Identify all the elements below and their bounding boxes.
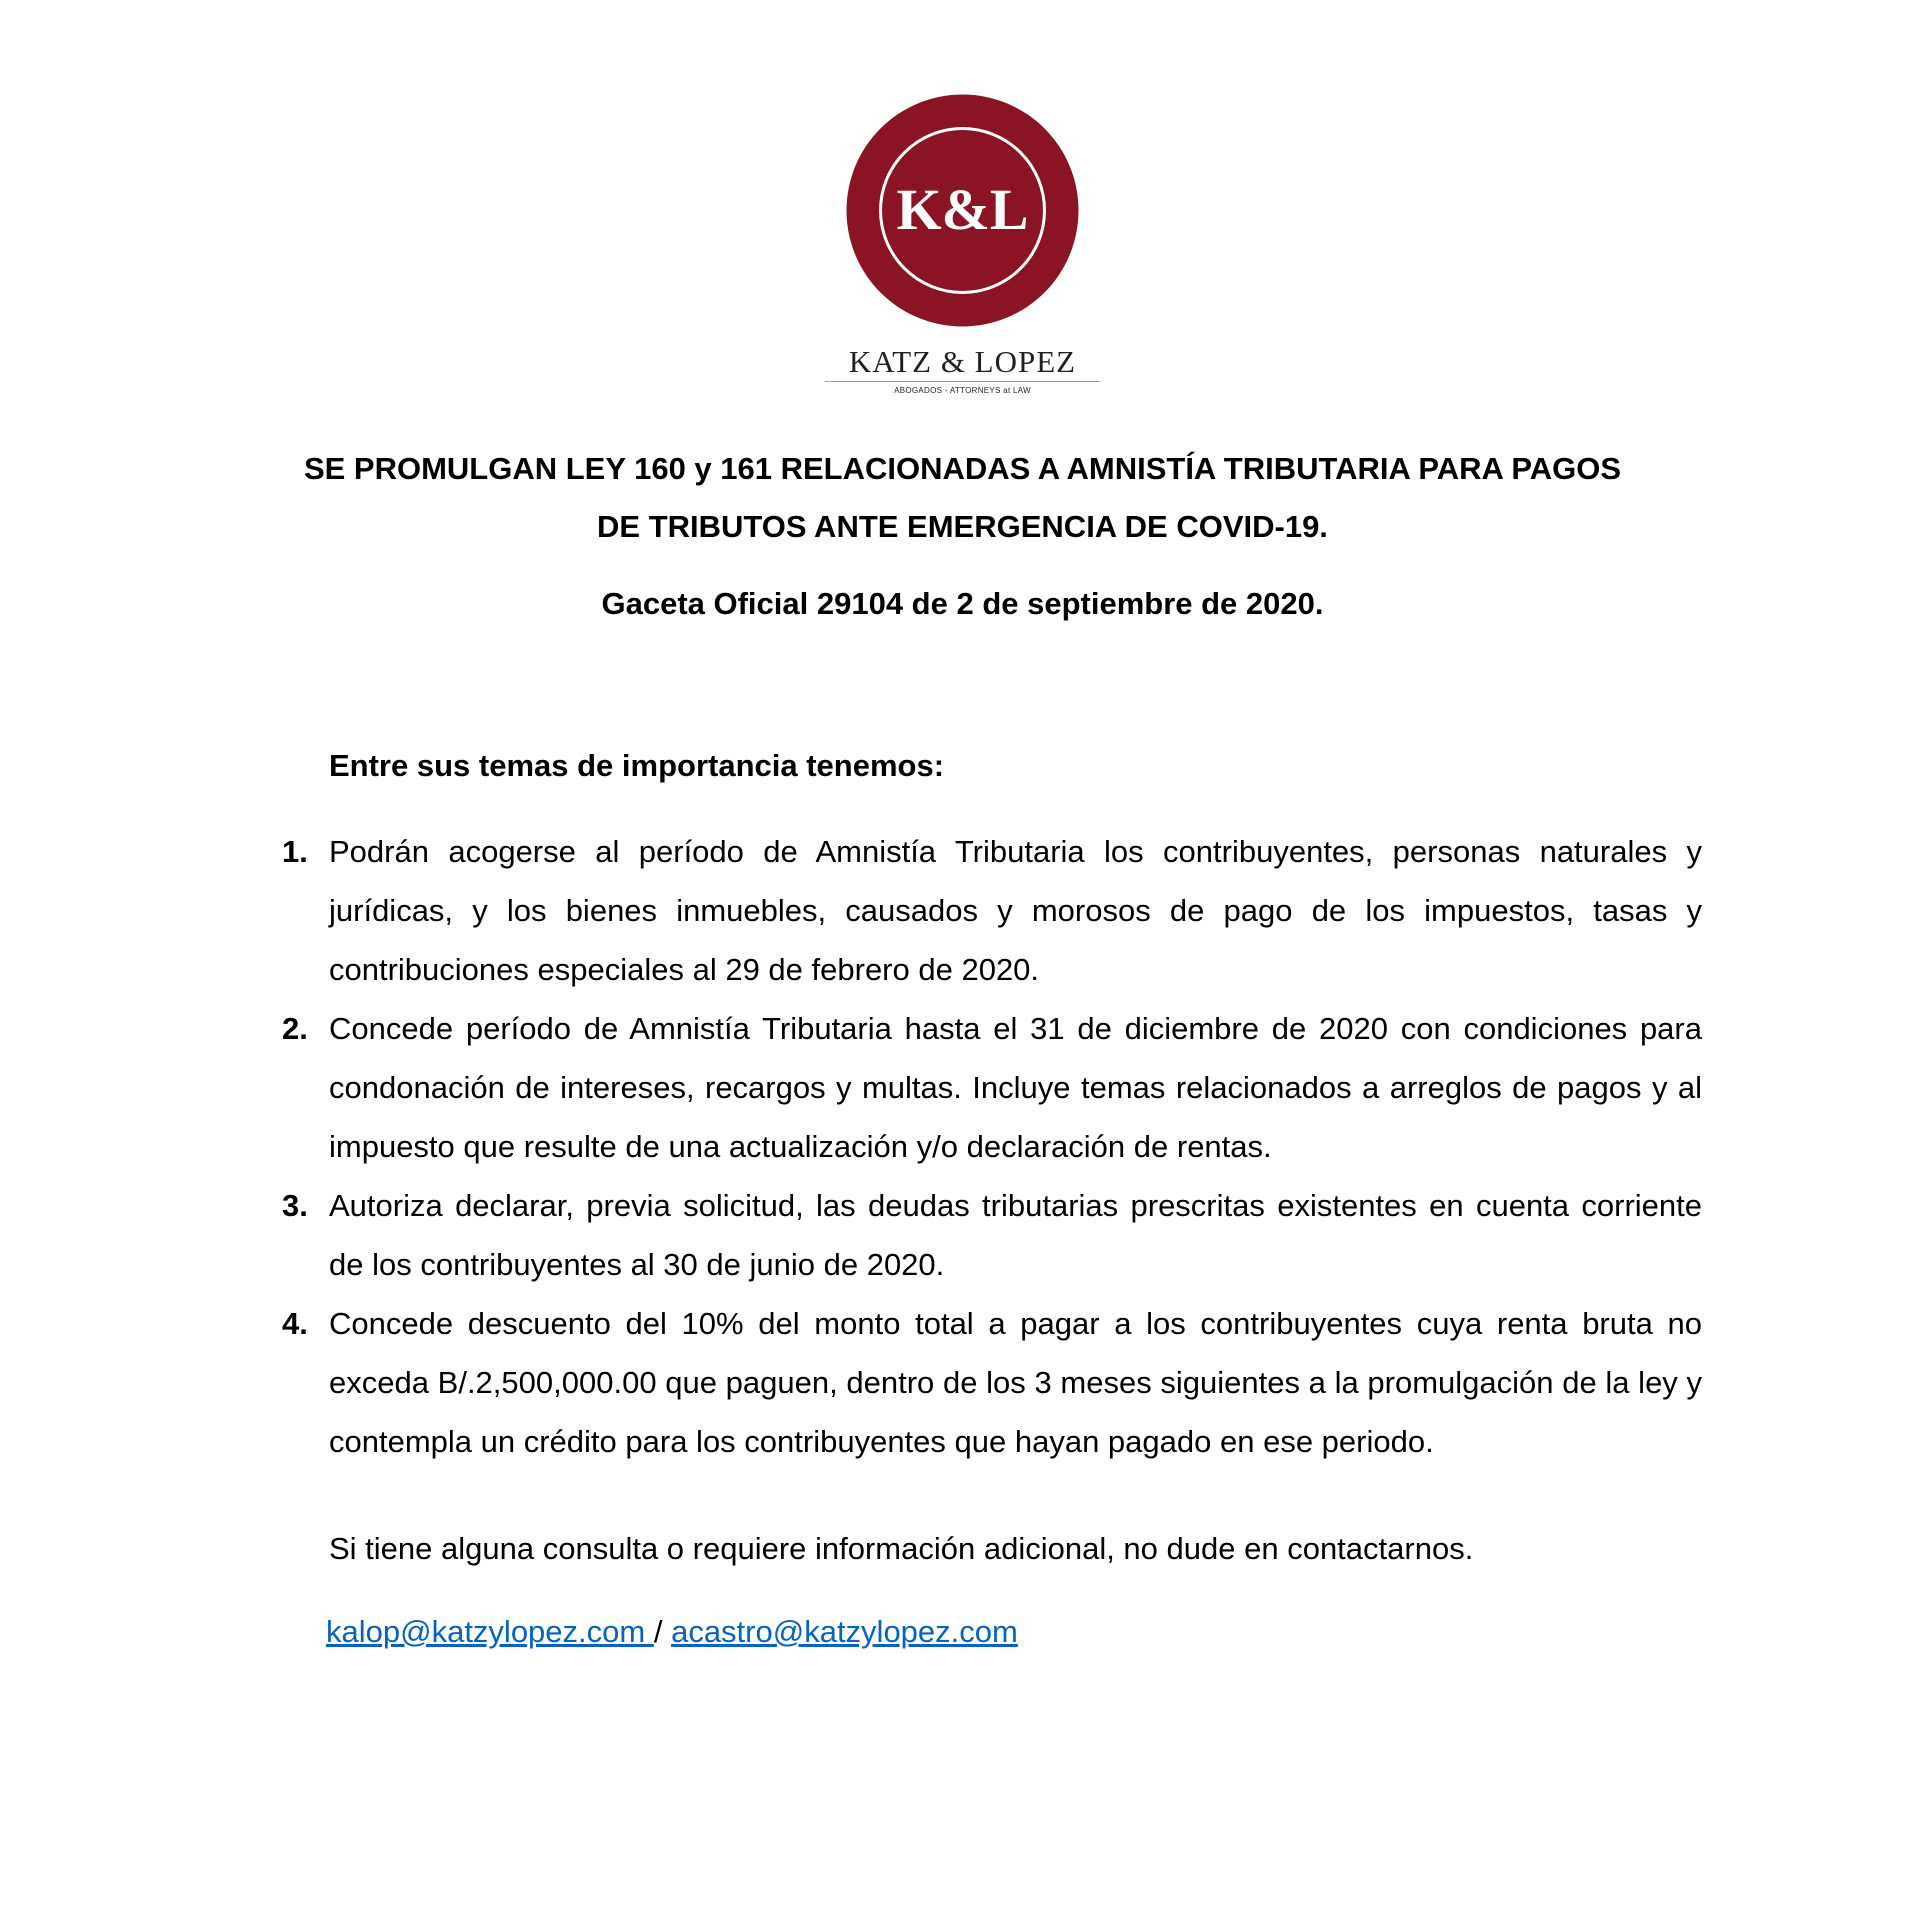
list-item-text: Autoriza declarar, previa solicitud, las deudas tributarias prescritas existentes en cuenta corriente de los contribuyentes al 30 de junio de 2020.: [329, 1188, 1702, 1282]
list-item-number: 1.: [282, 834, 308, 869]
page-title: [200, 440, 1725, 556]
tagline-divider: [825, 381, 1100, 382]
title-line-1: SE PROMULGAN LEY 160 y 161 RELACIONADAS A AMNISTÍA TRIBUTARIA PARA PAGOS: [303, 451, 1622, 486]
list-item-text: Concede período de Amnistía Tributaria hasta el 31 de diciembre de 2020 con condiciones para condonación de intereses, recargos y multas. Incluye temas relacionados a arreglos de pagos y al impuesto que resulte de una actualización y/o declaración de rentas.: [329, 1011, 1702, 1164]
list-item-number: 3.: [282, 1188, 308, 1223]
contact-emails: [326, 1608, 1018, 1656]
email-link-kalop[interactable]: kalop@katzylopez.com: [326, 1614, 654, 1649]
firm-name: KATZ & LOPEZ: [848, 344, 1077, 379]
firm-logo: [845, 93, 1080, 328]
list-item: [270, 822, 1702, 999]
title-line-2: DE TRIBUTOS ANTE EMERGENCIA DE COVID-19.: [597, 509, 1328, 544]
firm-logo-emblem: [845, 93, 1080, 328]
list-item-text: Concede descuento del 10% del monto total a pagar a los contribuyentes cuya renta bruta no exceda B/.2,500,000.00 que paguen, dentro de los 3 meses siguientes a la promulgación de la ley y contempla un crédito para los contribuyentes que hayan pagado en ese periodo.: [329, 1306, 1702, 1459]
list-item-number: 4.: [282, 1306, 308, 1341]
firm-tagline: ABOGADOS - ATTORNEYS at LAW: [894, 386, 1031, 395]
email-link-acastro[interactable]: acastro@katzylopez.com: [671, 1614, 1018, 1649]
list-item-number: 2.: [282, 1011, 308, 1046]
closing-note: Si tiene alguna consulta o requiere información adicional, no dude en contactarnos.: [329, 1531, 1474, 1566]
list-item-text: Podrán acogerse al período de Amnistía Tributaria los contribuyentes, personas naturales y jurídicas, y los bienes inmuebles, causados y morosos de pago de los impuestos, tasas y contribuciones especiales al 29 de febrero de 2020.: [329, 834, 1702, 987]
email-separator: /: [653, 1614, 672, 1649]
gazette-reference: Gaceta Oficial 29104 de 2 de septiembre de 2020.: [601, 586, 1324, 621]
list-item: [270, 1294, 1702, 1471]
list-item: [270, 1176, 1702, 1294]
intro-heading: Entre sus temas de importancia tenemos:: [329, 748, 945, 783]
list-item: [270, 999, 1702, 1176]
logo-monogram: K&L: [896, 177, 1029, 242]
topics-list: [270, 822, 1702, 1471]
